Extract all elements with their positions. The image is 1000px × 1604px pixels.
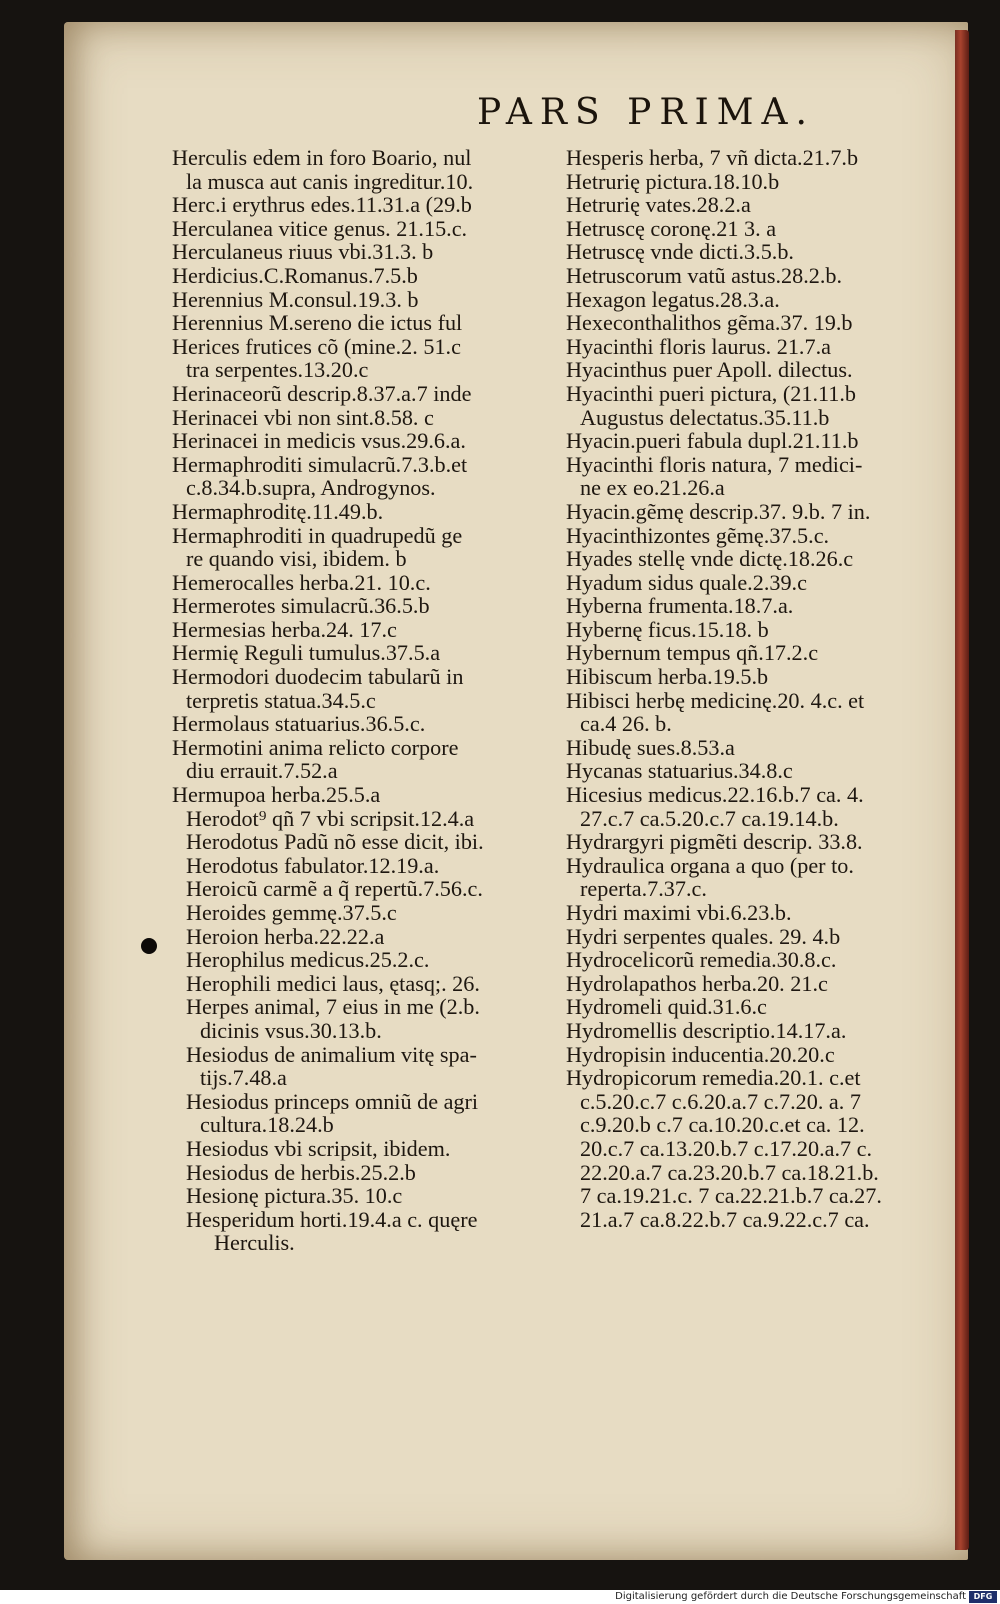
index-entry: Hesperis herba, 7 vñ dicta.21.7.b <box>566 145 859 170</box>
index-entry: Hibisci herbę medicinę.20. 4.c. et <box>566 687 865 713</box>
index-entry: Hetruscorum vatũ astus.28.2.b. <box>566 262 843 288</box>
ink-dot-marker <box>141 938 157 954</box>
index-entry: Hermupoa herba.25.5.a <box>172 782 381 808</box>
index-entry: reperta.7.37.c. <box>580 876 707 902</box>
index-entry: Hermerotes simulacrũ.36.5.b <box>172 593 430 619</box>
index-entry: la musca aut canis ingreditur.10. <box>186 168 474 194</box>
index-entry: Herculaneus riuus vbi.31.3. b <box>172 239 434 265</box>
index-entry: Hicesius medicus.22.16.b.7 ca. 4. <box>566 782 864 808</box>
index-entry: Hycanas statuarius.34.8.c <box>566 758 793 784</box>
index-entry: Hyacinthi floris natura, 7 medici- <box>566 451 863 477</box>
dfg-logo-icon: DFG <box>969 1591 997 1603</box>
index-entry: Hermolaus statuarius.36.5.c. <box>172 711 426 737</box>
index-entry: Augustus delectatus.35.11.b <box>580 404 830 430</box>
page-header <box>64 92 968 133</box>
index-entry: c.5.20.c.7 c.6.20.a.7 c.7.20. a. 7 <box>580 1088 861 1114</box>
index-entry: Hydropisin inducentia.20.20.c <box>566 1041 835 1067</box>
index-entry: Hydromeli quid.31.6.c <box>566 994 767 1020</box>
index-entry: 20.c.7 ca.13.20.b.7 c.17.20.a.7 c. <box>580 1135 873 1161</box>
index-entry: ca.4 26. b. <box>580 711 672 737</box>
index-entry: Hexagon legatus.28.3.a. <box>566 286 780 312</box>
index-entry: diu errauit.7.52.a <box>186 758 338 784</box>
index-entry: Herennius M.consul.19.3. b <box>172 286 419 312</box>
index-entry: 21.a.7 ca.8.22.b.7 ca.9.22.c.7 ca. <box>580 1206 870 1232</box>
index-entry: Herophilus medicus.25.2.c. <box>186 947 430 973</box>
index-entry: 7 ca.19.21.c. 7 ca.22.21.b.7 ca.27. <box>580 1183 882 1209</box>
index-entry: Hemerocalles herba.21. 10.c. <box>172 569 431 595</box>
index-entry: Herinaceorũ descrip.8.37.a.7 inde <box>172 380 472 406</box>
index-entry: Hydri maximi vbi.6.23.b. <box>566 900 792 925</box>
index-entry: Hyadum sidus quale.2.39.c <box>566 569 807 595</box>
index-entry: Herculis edem in foro Boario, nul <box>172 145 472 170</box>
index-entry: Hyacinthizontes gẽmę.37.5.c. <box>566 522 830 548</box>
index-entry: Hydropicorum remedia.20.1. c.et <box>566 1065 861 1091</box>
index-entry: Hydraulica organa a quo (per to. <box>566 852 854 878</box>
index-entry: 22.20.a.7 ca.23.20.b.7 ca.18.21.b. <box>580 1159 879 1185</box>
index-entry: Herdicius.C.Romanus.7.5.b <box>172 262 418 288</box>
index-entry: Herodotus Padũ nõ esse dicit, ibi. <box>186 829 484 855</box>
index-entry: Hesiodus princeps omniũ de agri <box>186 1088 479 1114</box>
index-entry: Herinacei vbi non sint.8.58. c <box>172 404 434 430</box>
index-entry: Hermaphroditi in quadrupedũ ge <box>172 522 463 548</box>
index-column-left <box>172 146 568 1255</box>
index-entry: Hermodori duodecim tabularũ in <box>172 664 464 690</box>
index-entry: Hyades stellę vnde dictę.18.26.c <box>566 546 854 572</box>
index-entry: Hydrocelicorũ remedia.30.8.c. <box>566 947 837 973</box>
index-entry: Hesiodus de animalium vitę spa- <box>186 1041 477 1067</box>
index-entry: Hyacin.pueri fabula dupl.21.11.b <box>566 428 859 454</box>
index-entry: Hybernę ficus.15.18. b <box>566 616 769 642</box>
index-entry: Herodot⁹ qñ 7 vbi scripsit.12.4.a <box>186 805 475 831</box>
index-entry: Hyberna frumenta.18.7.a. <box>566 593 794 619</box>
index-entry: Hetruscę vnde dicti.3.5.b. <box>566 239 794 265</box>
index-entry: c.8.34.b.supra, Androgynos. <box>186 475 436 501</box>
index-entry: Herodotus fabulator.12.19.a. <box>186 852 440 878</box>
running-title: PARS PRIMA. <box>477 92 815 133</box>
index-entry: Hesiodus vbi scripsit, ibidem. <box>186 1135 451 1161</box>
index-column-right <box>566 146 958 1231</box>
index-entry: ne ex eo.21.26.a <box>580 475 725 501</box>
index-entry: Hyacinthus puer Apoll. dilectus. <box>566 357 853 383</box>
index-entry: c.9.20.b c.7 ca.10.20.c.et ca. 12. <box>580 1112 865 1138</box>
index-entry: Herennius M.sereno die ictus ful <box>172 310 463 336</box>
index-entry: Herpes animal, 7 eius in me (2.b. <box>186 994 480 1020</box>
index-entry: Herices frutices cõ (mine.2. 51.c <box>172 333 461 359</box>
funding-note: Digitalisierung gefördert durch die Deutsche Forschungsgemeinschaft <box>615 1591 966 1602</box>
index-entry: Hetruscę coronę.21 3. a <box>566 215 777 241</box>
index-entry: dicinis vsus.30.13.b. <box>200 1017 382 1043</box>
index-entry: Hesperidum horti.19.4.a c. quęre <box>186 1206 478 1232</box>
index-entry: Hesionę pictura.35. 10.c <box>186 1183 403 1209</box>
index-entry: cultura.18.24.b <box>200 1112 334 1138</box>
index-entry: Hermotini anima relicto corpore <box>172 734 459 760</box>
index-entry: Hexeconthalithos gẽma.37. 19.b <box>566 310 853 336</box>
index-entry: Hibiscum herba.19.5.b <box>566 664 769 690</box>
index-entry: Hydrolapathos herba.20. 21.c <box>566 970 828 996</box>
index-entry: Heroion herba.22.22.a <box>186 923 385 949</box>
index-entry: Hybernum tempus qñ.17.2.c <box>566 640 819 666</box>
index-entry: Herinacei in medicis vsus.29.6.a. <box>172 428 466 454</box>
index-entry: Hetrurię pictura.18.10.b <box>566 168 780 194</box>
index-entry: Herophili medici laus, ętasq;. 26. <box>186 970 480 996</box>
index-entry: Herculanea vitice genus. 21.15.c. <box>172 215 468 241</box>
index-entry: Hermaphroditę.11.49.b. <box>172 498 384 524</box>
index-entry: Hydromellis descriptio.14.17.a. <box>566 1017 847 1043</box>
index-entry: Hyacinthi pueri pictura, (21.11.b <box>566 380 856 406</box>
index-entry: Hesiodus de herbis.25.2.b <box>186 1159 416 1185</box>
index-entry: Hyacin.gẽmę descrip.37. 9.b. 7 in. <box>566 498 871 524</box>
index-entry: Hetrurię vates.28.2.a <box>566 192 751 218</box>
index-entry: 27.c.7 ca.5.20.c.7 ca.19.14.b. <box>580 805 839 831</box>
index-entry: Hermaphroditi simulacrũ.7.3.b.et <box>172 451 468 477</box>
index-entry: Herculis. <box>214 1230 295 1256</box>
index-entry: tijs.7.48.a <box>200 1065 287 1091</box>
index-entry: Hermesias herba.24. 17.c <box>172 616 397 642</box>
index-entry: Hermię Reguli tumulus.37.5.a <box>172 640 441 666</box>
index-entry: re quando visi, ibidem. b <box>186 546 407 572</box>
footer-bar <box>0 1590 1000 1604</box>
index-entry: Herc.i erythrus edes.11.31.a (29.b <box>172 192 472 218</box>
index-entry: Heroides gemmę.37.5.c <box>186 900 397 925</box>
index-entry: Hydri serpentes quales. 29. 4.b <box>566 923 841 949</box>
index-entry: Hydrargyri pigmẽti descrip. 33.8. <box>566 829 863 855</box>
index-entry: terpretis statua.34.5.c <box>186 687 376 713</box>
index-entry: Hibudę sues.8.53.a <box>566 734 735 760</box>
index-entry: Heroicũ carmẽ a q̃ repertũ.7.56.c. <box>186 876 483 902</box>
index-entry: tra serpentes.13.20.c <box>186 357 369 383</box>
index-entry: Hyacinthi floris laurus. 21.7.a <box>566 333 831 359</box>
